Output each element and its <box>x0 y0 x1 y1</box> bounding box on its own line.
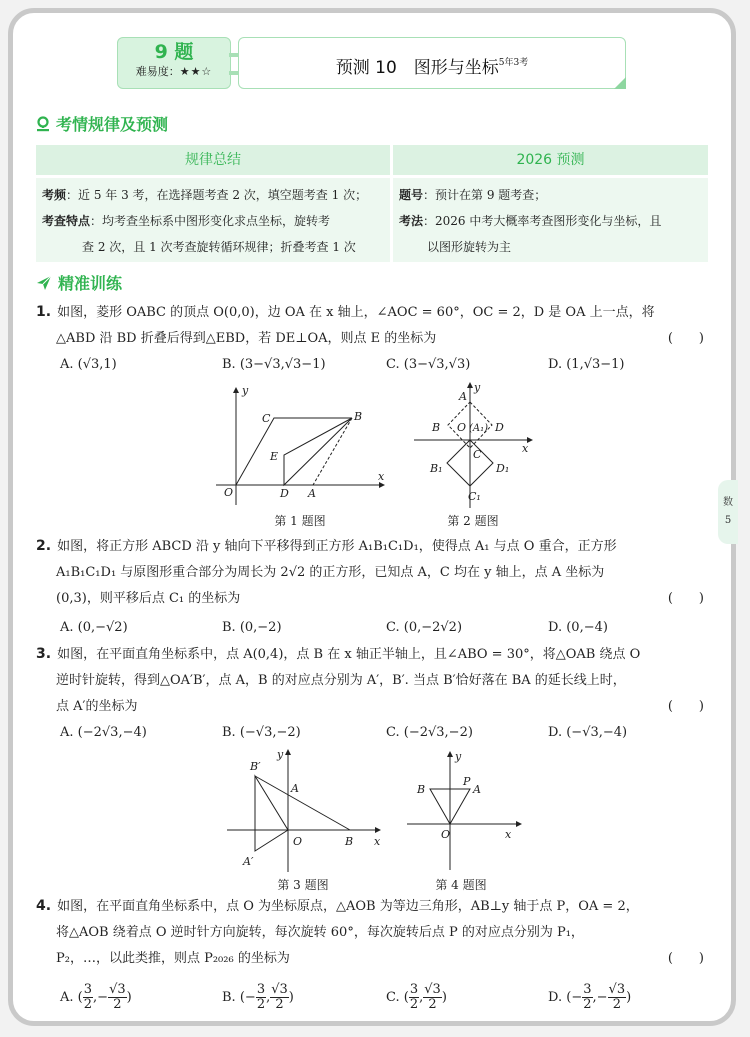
numerator: 3 <box>83 982 93 997</box>
option-label: C. <box>386 990 400 1005</box>
page-title-text: 预测 10 图形与坐标 <box>335 58 499 78</box>
label-y: y <box>277 748 284 761</box>
figure-3 <box>225 748 385 874</box>
denominator: 2 <box>583 997 592 1012</box>
question-number-badge <box>117 37 231 89</box>
label-b: B <box>432 421 441 434</box>
figure-1-caption: 第 1 题图 <box>274 514 326 528</box>
page-title <box>238 37 626 89</box>
fraction <box>409 983 419 1012</box>
numerator: 3 <box>256 982 266 997</box>
label-c: C <box>262 412 271 425</box>
question-text: (0,3)，则平移后点 C₁ 的坐标为 <box>56 591 241 606</box>
trend-table <box>34 145 710 263</box>
option-c[interactable]: C. (−2√3,−2) <box>386 725 473 740</box>
question-1-options <box>56 352 716 378</box>
label-a1: (A₁) <box>469 423 489 434</box>
option-d[interactable]: D. (1,√3−1) <box>548 357 625 372</box>
feature-label: 考查特点 <box>42 214 91 228</box>
option-a[interactable]: A. (−2√3,−4) <box>60 725 147 740</box>
label-o: O <box>293 835 303 848</box>
fraction <box>608 983 627 1012</box>
label-a: A <box>459 390 467 403</box>
label-a: A <box>308 487 316 500</box>
triangle-ebd <box>284 418 352 485</box>
label-o: O <box>457 421 467 434</box>
question-text: 逆时针旋转，得到△OA′B′，点 A，B 的对应点分别为 A′，B′. 当点 B′恰好落在 BA 的延长线上时， <box>56 673 626 688</box>
numerator: 3 <box>583 982 592 997</box>
numerator: √3 <box>424 982 441 997</box>
label-y: y <box>474 381 481 394</box>
question-number: 9 题 <box>154 41 194 63</box>
table-cell-summary <box>36 178 390 262</box>
denominator: 2 <box>83 997 93 1012</box>
denominator: 2 <box>409 997 419 1012</box>
section-title-trends <box>36 112 168 135</box>
numerator: √3 <box>608 982 626 997</box>
denominator: 2 <box>275 997 284 1012</box>
numerator: √3 <box>271 982 288 997</box>
label-c1: C₁ <box>468 490 481 503</box>
question-number: 2. <box>36 538 52 554</box>
label-x: x <box>522 442 529 455</box>
section-title-text: 考情规律及预测 <box>56 115 169 134</box>
label-d1: D₁ <box>496 462 510 475</box>
figure-4-caption: 第 4 题图 <box>435 878 487 892</box>
fraction <box>108 983 127 1012</box>
question-text: A₁B₁C₁D₁ 与原图形重合部分为周长为 2√2 的正方形，已知点 A，C 均在 y 轴上，点 A 坐标为 <box>56 565 605 580</box>
option-label: A. <box>60 990 74 1005</box>
label-x: x <box>505 828 512 841</box>
feature-text-cont: 查 2 次，且 1 次考查旋转循环规律；折叠考查 1 次 <box>82 240 356 254</box>
paper-plane-icon <box>36 275 52 291</box>
location-pin-icon <box>36 116 50 132</box>
label-y: y <box>242 384 249 397</box>
label-d: D <box>280 487 289 500</box>
question-2-options <box>56 615 716 641</box>
question-text: 将△AOB 绕着点 O 逆时针方向旋转，每次旋转 60°，每次旋转后点 P 的对应点分别为 P₁， <box>56 925 584 940</box>
label-ap: A′ <box>243 855 254 868</box>
difficulty-label: 难易度： <box>135 65 180 78</box>
sign: − <box>571 990 583 1005</box>
sign: − <box>244 990 256 1005</box>
question-text: △ABD 沿 BD 折叠后得到△EBD，若 DE⊥OA，则点 E 的坐标为 <box>56 331 437 346</box>
answer-blank[interactable]: ( ) <box>667 699 704 714</box>
question-text: 如图，在平面直角坐标系中，点 O 为坐标原点，△AOB 为等边三角形，AB⊥y 轴于点 P，OA = 2， <box>57 899 639 914</box>
label-b1: B₁ <box>430 462 443 475</box>
section-title-text: 精准训练 <box>58 274 123 293</box>
fraction <box>270 983 289 1012</box>
folded-corner <box>614 77 626 89</box>
question-2 <box>36 533 708 612</box>
option-d[interactable]: D. (−√3,−4) <box>548 725 628 740</box>
figure-2-caption: 第 2 题图 <box>447 514 499 528</box>
method-text: ：2026 中考大概率考查图形变化与坐标，且 <box>423 214 662 228</box>
section-title-training <box>36 271 122 294</box>
difficulty <box>118 64 230 80</box>
difficulty-stars-icon: ★★☆ <box>179 65 213 78</box>
question-text: 如图，将正方形 ABCD 沿 y 轴向下平移得到正方形 A₁B₁C₁D₁，使得点 A₁ 与点 O 重合，正方形 <box>57 539 617 554</box>
option-b[interactable]: B. (−√3,−2) <box>222 725 301 740</box>
fraction <box>256 983 266 1012</box>
table-header-prediction: 2026 预测 <box>393 145 708 175</box>
question-3-options <box>56 720 716 746</box>
label-x: x <box>378 470 385 483</box>
side-tab[interactable] <box>718 480 738 544</box>
option-b[interactable]: B. (− $\frac{3}{2}$ , $\frac{√3}{2}$ ) <box>222 982 294 1012</box>
figure-1 <box>212 380 388 510</box>
side-tab-line1: 数 <box>723 497 733 508</box>
option-a[interactable]: A. (√3,1) <box>60 357 117 372</box>
label-a: A <box>473 783 481 796</box>
label-o: O <box>441 828 451 841</box>
figure-4 <box>405 748 525 874</box>
fraction <box>423 983 442 1012</box>
sign: − <box>97 990 109 1005</box>
question-3 <box>36 641 708 720</box>
question-number: 1. <box>36 304 52 320</box>
label-d: D <box>495 421 504 434</box>
option-c[interactable]: C. ( $\frac{3}{2}$ , $\frac{√3}{2}$ ) <box>386 982 447 1012</box>
num-label: 题号 <box>399 188 424 202</box>
side-tab-line2: 5 <box>724 515 732 526</box>
freq-text: ：近 5 年 3 考，在选择题考查 2 次，填空题考查 1 次； <box>66 188 368 202</box>
question-text: 如图，菱形 OABC 的顶点 O(0,0)，边 OA 在 x 轴上，∠AOC = 60°，OC = 2，D 是 OA 上一点，将 <box>57 305 655 320</box>
label-b: B <box>345 835 354 848</box>
option-c[interactable]: C. (0,−2√2) <box>386 620 463 635</box>
figure-3-caption: 第 3 题图 <box>277 878 329 892</box>
question-4 <box>36 893 708 972</box>
label-p: P <box>463 775 471 788</box>
answer-blank[interactable]: ( ) <box>667 591 704 606</box>
option-label: D. <box>548 990 563 1005</box>
label-e: E <box>270 450 279 463</box>
label-b: B <box>354 410 363 423</box>
label-o: O <box>224 486 234 499</box>
label-x: x <box>374 835 381 848</box>
option-d[interactable]: D. (0,−4) <box>548 620 608 635</box>
question-4-options <box>56 980 716 1016</box>
label-b: B <box>417 783 426 796</box>
fraction <box>83 983 93 1012</box>
table-header-summary: 规律总结 <box>36 145 390 175</box>
denominator: 2 <box>256 997 266 1012</box>
label-c: C <box>473 448 482 461</box>
denominator: 2 <box>428 997 437 1012</box>
num-text: ：预计在第 9 题考查； <box>423 188 547 202</box>
question-1 <box>36 299 708 352</box>
method-label: 考法 <box>399 214 424 228</box>
sign: − <box>596 990 608 1005</box>
freq-label: 考频 <box>42 188 67 202</box>
question-number: 4. <box>36 898 52 914</box>
feature-text: ：均考查坐标系中图形变化求点坐标，旋转考 <box>90 214 331 228</box>
option-b[interactable]: B. (0,−2) <box>222 620 282 635</box>
question-text: 点 A′的坐标为 <box>56 699 138 714</box>
option-a[interactable]: A. (0,−√2) <box>60 620 128 635</box>
option-label: B. <box>222 990 236 1005</box>
option-d[interactable]: D. (− $\frac{3}{2}$ ,− $\frac{√3}{2}$ ) <box>548 982 632 1012</box>
option-b[interactable]: B. (3−√3,√3−1) <box>222 357 326 372</box>
figure-2 <box>412 380 537 510</box>
answer-blank[interactable]: ( ) <box>667 951 704 966</box>
option-c[interactable]: C. (3−√3,√3) <box>386 357 471 372</box>
line-bb <box>255 776 350 830</box>
numerator: 3 <box>409 982 419 997</box>
denominator: 2 <box>113 997 122 1012</box>
label-bp: B′ <box>250 760 261 773</box>
method-text-cont: 以图形旋转为主 <box>427 240 512 254</box>
question-text: P₂，…，以此类推，则点 P₂₀₂₆ 的坐标为 <box>56 951 290 966</box>
title-superscript: 5年3考 <box>498 58 529 68</box>
fraction <box>582 983 592 1012</box>
question-text: 如图，在平面直角坐标系中，点 A(0,4)，点 B 在 x 轴正半轴上，且∠ABO = 30°，将△OAB 绕点 O <box>57 647 641 662</box>
label-y: y <box>455 750 462 763</box>
question-number: 3. <box>36 646 52 662</box>
triangle-oa-b <box>255 776 288 851</box>
label-a: A <box>291 782 299 795</box>
answer-blank[interactable]: ( ) <box>667 331 704 346</box>
denominator: 2 <box>612 997 621 1012</box>
option-a[interactable]: A. ( $\frac{3}{2}$ ,− $\frac{√3}{2}$ ) <box>60 982 132 1012</box>
numerator: √3 <box>109 982 126 997</box>
table-cell-prediction <box>393 178 708 262</box>
